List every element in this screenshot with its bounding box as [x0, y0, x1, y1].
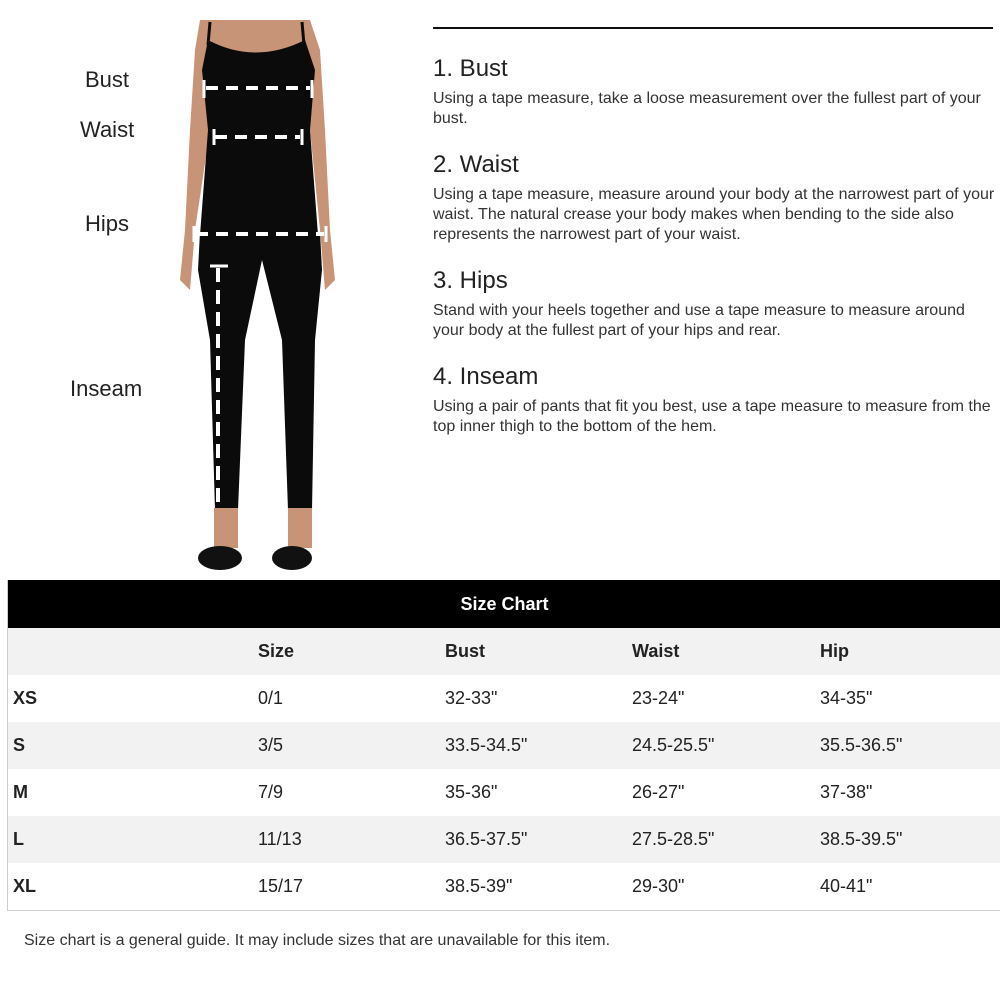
step-inseam	[433, 363, 998, 437]
table-cell: 0/1	[258, 688, 284, 708]
table-header-row	[8, 628, 1000, 675]
size-chart-title: Size Chart	[8, 580, 1000, 628]
step-title: 1. Bust	[433, 55, 508, 82]
table-row	[8, 816, 1000, 863]
table-cell: 36.5-37.5"	[445, 829, 528, 849]
table-cell: 33.5-34.5"	[445, 735, 528, 755]
table-cell: 35-36"	[445, 782, 498, 802]
step-title: 4. Inseam	[433, 363, 539, 390]
table-cell: 15/17	[258, 876, 304, 896]
step-waist	[433, 151, 998, 245]
step-text: Using a tape measure, take a loose measurement over the fullest part of your bust.	[433, 90, 981, 127]
header-cell: Bust	[445, 641, 485, 661]
table-cell: XS	[13, 688, 38, 708]
footnote: Size chart is a general guide. It may include sizes that are unavailable for this item.	[24, 932, 611, 949]
table-row	[8, 722, 1000, 769]
table-cell: 35.5-36.5"	[820, 735, 903, 755]
table-row	[8, 863, 1000, 910]
step-text: Stand with your heels together and use a tape measure to measure around your body at the fullest part of your hips and rear.	[433, 302, 965, 339]
table-cell: XL	[13, 876, 37, 896]
table-cell: 7/9	[258, 782, 284, 802]
table-cell: 38.5-39"	[445, 876, 513, 896]
table-cell: 23-24"	[632, 688, 685, 708]
step-hips	[433, 267, 998, 341]
measurement-instructions	[433, 55, 998, 459]
table-cell: 37-38"	[820, 782, 873, 802]
table-row	[8, 675, 1000, 722]
header-cell: Waist	[632, 641, 680, 661]
table-cell: 34-35"	[820, 688, 873, 708]
table-cell: 26-27"	[632, 782, 685, 802]
step-title: 3. Hips	[433, 267, 508, 294]
table-cell: 29-30"	[632, 876, 685, 896]
step-text: Using a tape measure, measure around your body at the narrowest part of your waist. The natural crease your body makes when bending to the side also represents the narrowest part of your waist.	[433, 186, 995, 243]
step-bust	[433, 55, 998, 129]
table-cell: 38.5-39.5"	[820, 829, 903, 849]
table-cell: 11/13	[258, 829, 302, 849]
table-cell: M	[13, 782, 28, 802]
table-cell: S	[13, 735, 26, 755]
header-cell: Size	[258, 641, 295, 661]
label-waist: Waist	[80, 117, 135, 142]
table-row	[8, 769, 1000, 816]
table-cell: L	[13, 829, 24, 849]
table-cell: 3/5	[258, 735, 284, 755]
top-divider	[433, 27, 993, 29]
table-cell: 27.5-28.5"	[632, 829, 715, 849]
label-inseam: Inseam	[70, 376, 143, 401]
size-chart-table	[7, 580, 1000, 911]
table-cell: 32-33"	[445, 688, 498, 708]
header-cell: Hip	[820, 641, 849, 661]
label-hips: Hips	[85, 211, 130, 236]
step-text: Using a pair of pants that fit you best, use a tape measure to measure from the top inner thigh to the bottom of the hem.	[433, 398, 991, 435]
step-title: 2. Waist	[433, 151, 519, 178]
table-cell: 24.5-25.5"	[632, 735, 715, 755]
model-figure-illustration	[170, 10, 350, 580]
table-cell: 40-41"	[820, 876, 873, 896]
label-bust: Bust	[85, 67, 130, 92]
